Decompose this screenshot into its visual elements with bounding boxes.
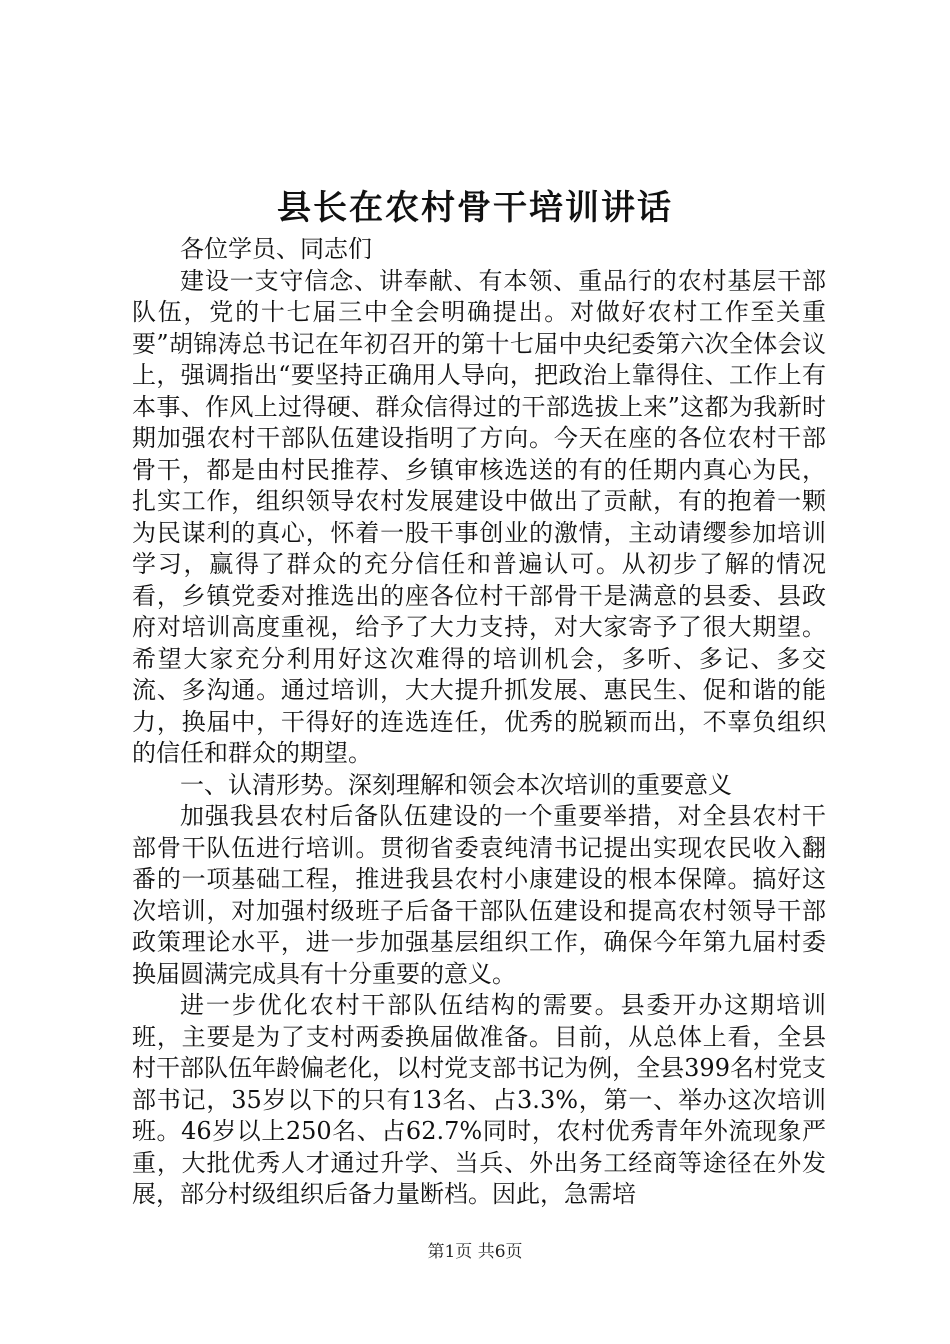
section-heading: 一、认清形势。深刻理解和领会本次培训的重要意义 [180,770,732,799]
salutation-paragraph: 各位学员、同志们 [180,235,372,263]
document-body [132,234,826,1211]
body-paragraph: 建设一支守信念、讲奉献、有本领、重品行的农村基层干部队伍，党的十七届三中全会明确提出。对做好农村工作至关重要”胡锦涛总书记在年初召开的第十七届中央纪委第六次全体会议上，强调指出“要坚持正确用人导向，把政治上靠得住、工作上有本事、作风上过得硬、群众信得过的干部选拔上来”这都为我新时期加强农村干部队伍建设指明了方向。今天在座的各位农村干部骨干，都是由村民推荐、乡镇审核选送的有的任期内真心为民，扎实工作，组织领导农村发展建设中做出了贡献，有的抱着一颗为民谋利的真心，怀着一股干事创业的激情，主动请缨参加培训学习，赢得了群众的充分信任和普遍认可。从初步了解的情况看，乡镇党委对推选出的座各位村干部骨干是满意的县委、县政府对培训高度重视，给予了大力支持，对大家寄予了很大期望。希望大家充分利用好这次难得的培训机会，多听、多记、多交流、多沟通。通过培训，大大提升抓发展、惠民生、促和谐的能力，换届中，干得好的连选连任，优秀的脱颖而出，不辜负组织的信任和群众的期望。 [132,266,826,767]
document-title: 县长在农村骨干培训讲话 [277,188,673,228]
page-footer: 第1页 共6页 [427,1242,523,1262]
body-paragraph: 加强我县农村后备队伍建设的一个重要举措，对全县农村干部骨干队伍进行培训。贯彻省委袁纯清书记提出实现农民收入翻番的一项基础工程，推进我县农村小康建设的根本保障。搞好这次培训，对加强村级班子后备干部队伍建设和提高农村领导干部政策理论水平，进一步加强基层组织工作，确保今年第九届村委换届圆满完成具有十分重要的意义。 [132,802,826,988]
body-paragraph: 进一步优化农村干部队伍结构的需要。县委开办这期培训班，主要是为了支村两委换届做准备。目前，从总体上看，全县村干部队伍年龄偏老化，以村党支部书记为例，全县399名村党支部书记，35岁以下的只有13名、占3.3%，第一、举办这次培训班。46岁以上250名、占62.7%同时，农村优秀青年外流现象严重，大批优秀人才通过升学、当兵、外出务工经商等途径在外发展，部分村级组织后备力量断档。因此，急需培 [132,991,826,1208]
